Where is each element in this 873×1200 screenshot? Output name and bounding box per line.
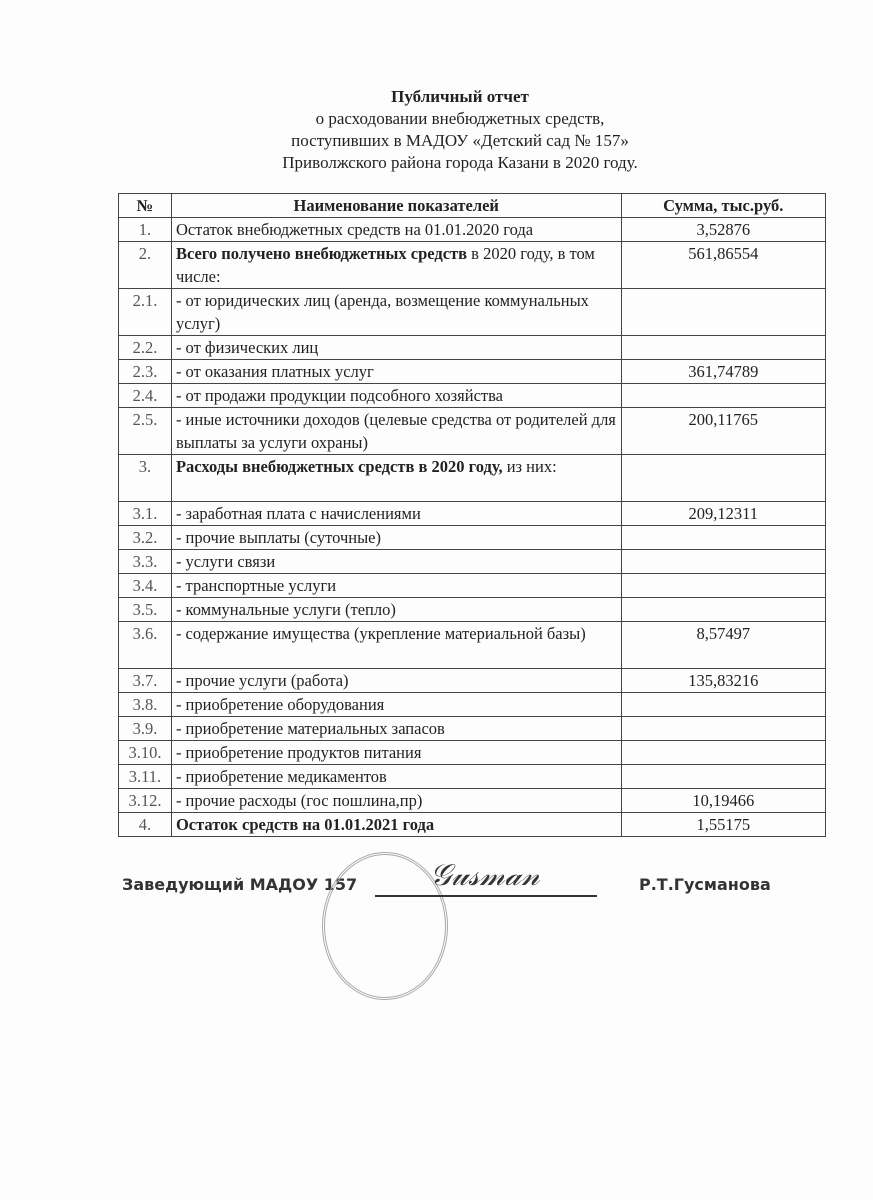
row-sum (621, 550, 825, 574)
row-name (171, 336, 621, 360)
table-row (119, 574, 826, 598)
title-line: Публичный отчет (391, 87, 529, 106)
row-sum (621, 741, 825, 765)
row-num: 3.9. (119, 717, 172, 741)
row-sum: 135,83216 (621, 669, 825, 693)
table-row (119, 408, 826, 455)
row-name (171, 598, 621, 622)
row-sum: 361,74789 (621, 360, 825, 384)
table-row (119, 526, 826, 550)
table-row (119, 598, 826, 622)
table-row (119, 789, 826, 813)
row-name-text: Остаток внебюджетных средств на 01.01.2020 года (175, 220, 534, 239)
table-row (119, 741, 826, 765)
signature-line (375, 895, 597, 897)
signer-name: Р.Т.Гусманова (639, 875, 771, 894)
row-name (171, 717, 621, 741)
row-name (171, 622, 621, 669)
row-name-text: - коммунальные услуги (тепло) (175, 600, 396, 619)
row-name (171, 455, 621, 502)
row-name (171, 693, 621, 717)
row-name-text: - от физических лиц (175, 338, 319, 357)
row-name (171, 550, 621, 574)
row-num: 3. (119, 455, 172, 502)
row-name (171, 502, 621, 526)
row-name-text: - прочие выплаты (суточные) (175, 528, 381, 547)
row-num: 2.1. (119, 289, 172, 336)
table-row (119, 622, 826, 669)
row-name (171, 574, 621, 598)
table-row (119, 289, 826, 336)
row-name (171, 789, 621, 813)
row-num: 3.3. (119, 550, 172, 574)
table-row (119, 669, 826, 693)
row-name (171, 289, 621, 336)
row-sum: 8,57497 (621, 622, 825, 669)
header-name: Наименование показателей (171, 194, 621, 218)
row-sum (621, 336, 825, 360)
row-sum: 200,11765 (621, 408, 825, 455)
row-name-text: - от оказания платных услуг (175, 362, 374, 381)
row-name (171, 526, 621, 550)
row-sum (621, 526, 825, 550)
row-name (171, 741, 621, 765)
report-table (118, 193, 826, 837)
row-sum (621, 574, 825, 598)
row-name-bold: Расходы внебюджетных средств в 2020 году, (175, 457, 503, 476)
table-row (119, 360, 826, 384)
row-num: 3.11. (119, 765, 172, 789)
table-row (119, 455, 826, 502)
row-num: 2.3. (119, 360, 172, 384)
row-num: 3.1. (119, 502, 172, 526)
table-row (119, 717, 826, 741)
row-name-bold: Всего получено внебюджетных средств (175, 244, 468, 263)
row-sum: 3,52876 (621, 218, 825, 242)
table-row (119, 502, 826, 526)
row-sum (621, 384, 825, 408)
title-line: Приволжского района города Казани в 2020 году. (282, 153, 638, 172)
row-name-text: - содержание имущества (укрепление материальной базы) (175, 624, 586, 643)
signer-position: Заведующий МАДОУ 157 (122, 875, 358, 894)
row-name-text: - от юридических лиц (аренда, возмещение коммунальных услуг) (175, 291, 589, 333)
table-row (119, 813, 826, 837)
row-name (171, 669, 621, 693)
table-row (119, 550, 826, 574)
row-num: 3.12. (119, 789, 172, 813)
row-name-text: - прочие услуги (работа) (175, 671, 349, 690)
row-sum (621, 455, 825, 502)
row-sum (621, 598, 825, 622)
row-name-bold: Остаток средств на 01.01.2021 года (175, 815, 435, 834)
row-sum: 10,19466 (621, 789, 825, 813)
row-name (171, 360, 621, 384)
row-sum (621, 289, 825, 336)
row-sum (621, 717, 825, 741)
row-name-text: - от продажи продукции подсобного хозяйства (175, 386, 504, 405)
row-name-text: - приобретение медикаментов (175, 767, 387, 786)
row-name (171, 408, 621, 455)
row-name-text: - иные источники доходов (целевые средства от родителей для выплаты за услуги охраны) (175, 410, 616, 452)
row-num: 2.4. (119, 384, 172, 408)
row-num: 2. (119, 242, 172, 289)
row-name-text: из них: (502, 457, 557, 476)
row-sum: 1,55175 (621, 813, 825, 837)
title-line: поступивших в МАДОУ «Детский сад № 157» (291, 131, 629, 150)
table-row (119, 765, 826, 789)
row-name-text: - услуги связи (175, 552, 276, 571)
document-title (0, 86, 873, 174)
row-name (171, 813, 621, 837)
table-row (119, 336, 826, 360)
table-row (119, 693, 826, 717)
row-name (171, 765, 621, 789)
row-num: 3.2. (119, 526, 172, 550)
row-num: 3.10. (119, 741, 172, 765)
row-num: 3.8. (119, 693, 172, 717)
table-row (119, 218, 826, 242)
table-row (119, 384, 826, 408)
row-num: 2.2. (119, 336, 172, 360)
row-num: 4. (119, 813, 172, 837)
table-row (119, 242, 826, 289)
handwritten-signature: 𝒢𝓊𝓈𝓂𝒶𝓃 (430, 858, 540, 893)
row-num: 3.6. (119, 622, 172, 669)
row-name (171, 384, 621, 408)
row-name-text: в 2020 году, в том числе: (175, 244, 595, 286)
row-name-text: - приобретение оборудования (175, 695, 385, 714)
table-header (119, 194, 826, 218)
title-line: о расходовании внебюджетных средств, (315, 109, 605, 128)
row-num: 3.7. (119, 669, 172, 693)
row-name (171, 242, 621, 289)
row-sum (621, 693, 825, 717)
row-name-text: - прочие расходы (гос пошлина,пр) (175, 791, 423, 810)
row-num: 3.4. (119, 574, 172, 598)
row-sum: 561,86554 (621, 242, 825, 289)
row-sum (621, 765, 825, 789)
row-name (171, 218, 621, 242)
row-num: 3.5. (119, 598, 172, 622)
row-name-text: - приобретение материальных запасов (175, 719, 445, 738)
header-num: № (119, 194, 172, 218)
row-num: 1. (119, 218, 172, 242)
header-sum: Сумма, тыс.руб. (621, 194, 825, 218)
row-sum: 209,12311 (621, 502, 825, 526)
row-name-text: - приобретение продуктов питания (175, 743, 422, 762)
row-name-text: - заработная плата с начислениями (175, 504, 421, 523)
row-num: 2.5. (119, 408, 172, 455)
row-name-text: - транспортные услуги (175, 576, 337, 595)
